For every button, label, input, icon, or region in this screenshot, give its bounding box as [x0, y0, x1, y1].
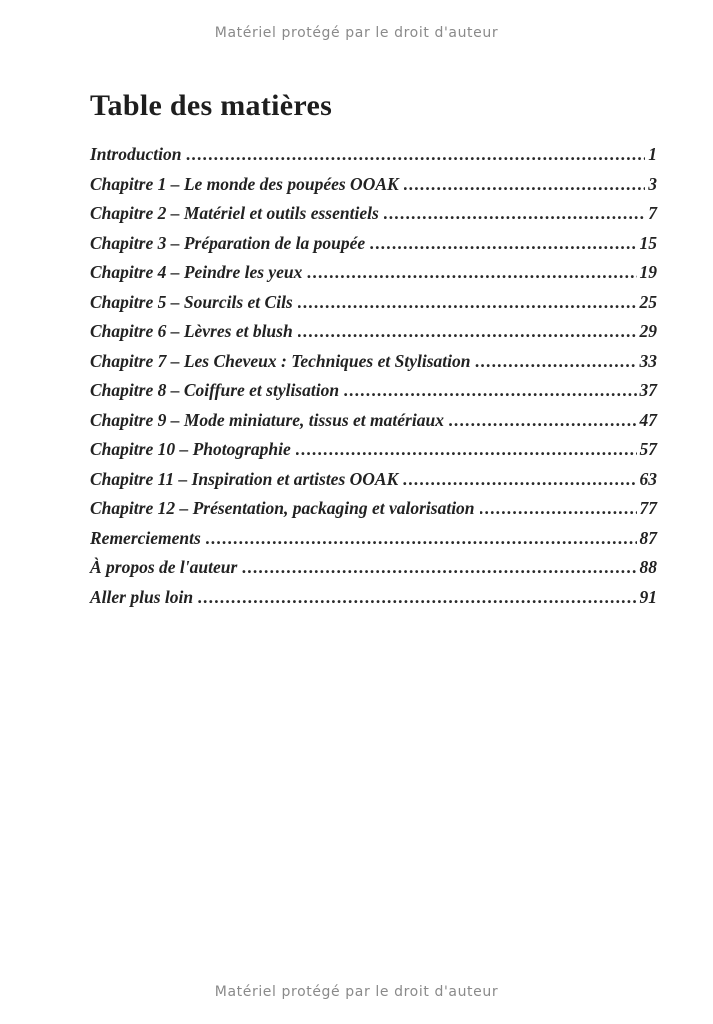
toc-page-number: 33: [639, 350, 657, 371]
toc-entry-label: Chapitre 2 – Matériel et outils essentiels: [90, 203, 379, 223]
toc-entry-label: Chapitre 5 – Sourcils et Cils: [90, 291, 293, 312]
toc-page-number: 88: [639, 557, 657, 577]
toc-entry-label: Remerciements: [90, 527, 201, 548]
toc-entry: [90, 465, 657, 495]
toc-leader-dots: [384, 199, 645, 229]
toc-leader-dots: [206, 524, 637, 554]
toc-leader-dots: [198, 583, 636, 613]
toc-entry: [90, 435, 657, 465]
toc-entry-label: Chapitre 6 – Lèvres et blush: [90, 321, 293, 341]
toc-entry: [90, 288, 657, 318]
toc-entry-label: Chapitre 8 – Coiffure et stylisation: [90, 380, 340, 400]
toc-leader-dots: [296, 435, 637, 465]
toc-leader-dots: [298, 317, 637, 347]
toc-entry: [90, 376, 657, 406]
toc-entry: [90, 317, 657, 347]
page-content: [90, 88, 657, 612]
toc-page-number: 91: [639, 586, 657, 607]
toc-page-number: 87: [639, 527, 657, 548]
toc-page-number: 3: [648, 173, 657, 194]
toc-leader-dots: [475, 347, 636, 377]
toc-entry: [90, 553, 657, 583]
toc-entry: [90, 524, 657, 554]
toc-entry-label: Introduction: [90, 144, 182, 164]
toc-entry: [90, 583, 657, 613]
toc-entry-label: Chapitre 7 – Les Cheveux : Techniques et Stylisation: [90, 350, 471, 371]
toc-page-number: 19: [639, 262, 657, 282]
footer-copyright-notice: Matériel protégé par le droit d'auteur: [214, 984, 499, 1000]
header-copyright-notice: Matériel protégé par le droit d'auteur: [214, 25, 499, 41]
toc-entry: [90, 140, 657, 170]
toc-entry: [90, 347, 657, 377]
toc-entry-label: Chapitre 12 – Présentation, packaging et valorisation: [90, 498, 475, 518]
toc-page-number: 47: [639, 409, 657, 430]
toc-entry: [90, 170, 657, 200]
toc-entry-label: À propos de l'auteur: [90, 557, 238, 577]
toc-leader-dots: [404, 170, 646, 200]
toc-page-number: 29: [639, 321, 657, 341]
toc-page-number: 7: [648, 203, 657, 223]
toc-entry: [90, 258, 657, 288]
toc-leader-dots: [298, 288, 637, 318]
toc-page-number: 25: [639, 291, 657, 312]
toc-page-number: 1: [648, 144, 657, 164]
toc-leader-dots: [480, 494, 637, 524]
toc-entry: [90, 406, 657, 436]
toc-page-number: 37: [639, 380, 657, 400]
toc-leader-dots: [403, 465, 636, 495]
toc-entry-label: Aller plus loin: [90, 586, 194, 607]
toc-leader-dots: [449, 406, 637, 436]
toc-leader-dots: [370, 229, 636, 259]
toc-entry-label: Chapitre 3 – Préparation de la poupée: [90, 232, 366, 253]
page-title: Table des matières: [90, 89, 333, 122]
toc-leader-dots: [242, 553, 636, 583]
toc-page-number: 77: [639, 498, 657, 518]
toc-entry-label: Chapitre 1 – Le monde des poupées OOAK: [90, 173, 399, 194]
toc-page-number: 57: [639, 439, 657, 459]
toc-entry-label: Chapitre 10 – Photographie: [90, 439, 291, 459]
toc-entry-label: Chapitre 4 – Peindre les yeux: [90, 262, 303, 282]
toc-entry: [90, 199, 657, 229]
toc-leader-dots: [307, 258, 636, 288]
toc-entry: [90, 494, 657, 524]
toc-leader-dots: [186, 140, 645, 170]
toc-entry-label: Chapitre 11 – Inspiration et artistes OOAK: [90, 468, 399, 489]
toc-leader-dots: [344, 376, 636, 406]
toc-page-number: 15: [639, 232, 657, 253]
toc-page-number: 63: [639, 468, 657, 489]
toc-entry: [90, 229, 657, 259]
toc-entry-label: Chapitre 9 – Mode miniature, tissus et matériaux: [90, 409, 444, 430]
table-of-contents: [90, 140, 657, 612]
